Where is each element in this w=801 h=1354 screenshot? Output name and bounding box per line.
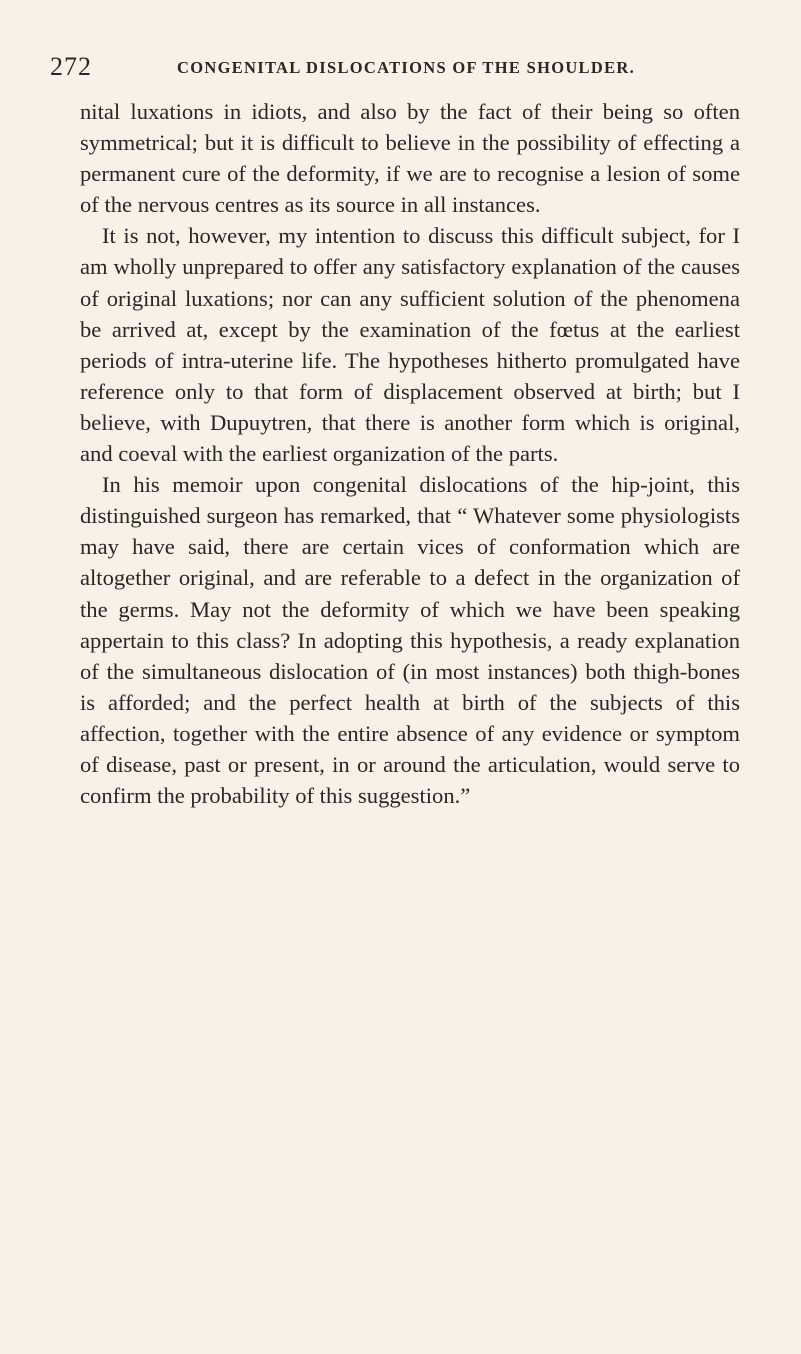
body-text: [80, 96, 740, 811]
paragraph-2: It is not, however, my intention to discuss this difficult subject, for I am wholly unprepared to offer any satisfactory explanation of the causes of original luxations; nor can any sufficient solution of the phenomena be arrived at, except by the examination of the fœtus at the earliest periods of intra-uterine life. The hypotheses hitherto promulgated have reference only to that form of displacement observed at birth; but I believe, with Dupuytren, that there is another form which is original, and coeval with the earliest organization of the parts.: [80, 223, 740, 467]
paragraph-1: nital luxations in idiots, and also by the fact of their being so often symmetrical; but it is difficult to believe in the possibility of effecting a permanent cure of the deformity, if we are to recognise a lesion of some of the nervous centres as its source in all instances.: [80, 99, 740, 218]
page-number: 272: [50, 52, 92, 81]
paragraph-3: In his memoir upon congenital dislocations of the hip-joint, this distinguished surgeon has remarked, that “ Whatever some physiologists may have said, there are certain vices of conformation which are altogether original, and are referable to a defect in the organization of the germs. May not the deformity of which we have been speaking appertain to this class? In adopting this hypothesis, a ready explanation of the simultaneous dislocation of (in most instances) both thigh-bones is afforded; and the perfect health at birth of the subjects of this affection, together with the entire absence of any evidence or symptom of disease, past or present, in or around the articulation, would serve to confirm the probability of this suggestion.”: [80, 472, 740, 809]
running-title: CONGENITAL DISLOCATIONS OF THE SHOULDER.: [177, 58, 636, 77]
running-head: [50, 50, 750, 84]
